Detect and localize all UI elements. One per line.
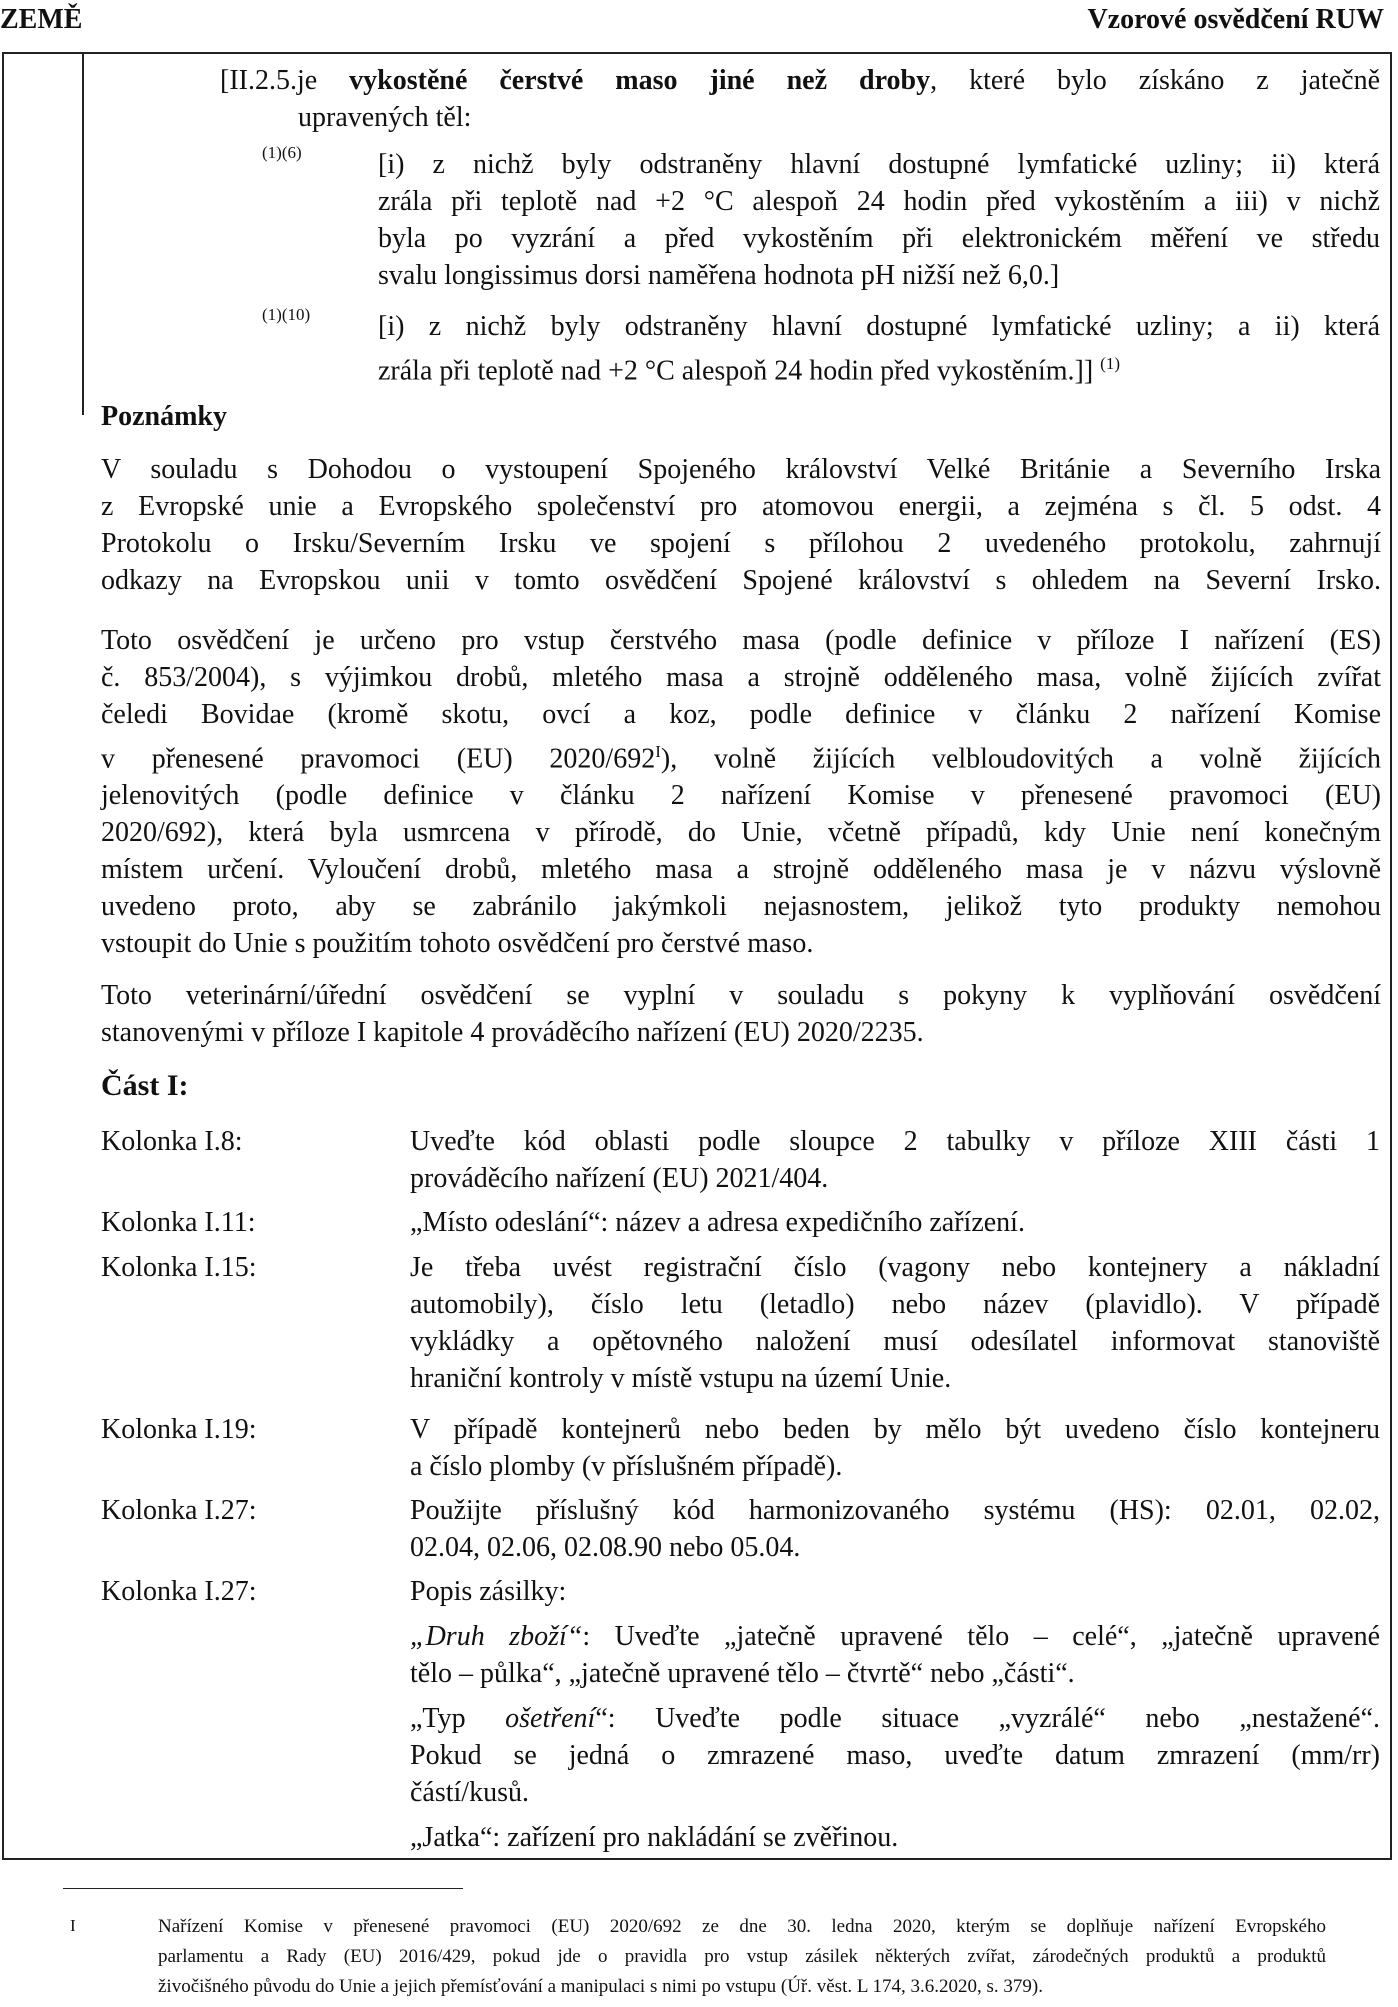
box-text: Použijte příslušný kód harmonizovaného systému (HS): 02.01, 02.02, 02.04, 02.06, 02.08.90 nebo 05.04. (410, 1495, 1380, 1563)
notes-paragraph-3: Toto veterinární/úřední osvědčení se vyplní v souladu s pokyny k vyplňování osvědčení stanovenými v příloze I kapitole 4 prováděcího nařízení (EU) 2020/2235. (101, 980, 1381, 1048)
box-text: V případě kontejnerů nebo beden by mělo být uvedeno číslo kontejneru a číslo plomby (v příslušném případě). (410, 1414, 1380, 1482)
part-1-heading: Část I: (101, 1069, 189, 1102)
box-label: Kolonka I.11: (101, 1207, 256, 1238)
footnote-reference[interactable]: I (655, 742, 661, 761)
box-text: Popis zásilky: (410, 1576, 567, 1607)
notes-paragraph-1: V souladu s Dohodou o vystoupení Spojeného království Velké Británie a Severního Irska z Evropské unie a Evropského společenství pro atomovou energii, a zejména s čl. 5 odst. 4 Protokolu o Irsku/Severním Irsku ve spojení s přílohou 2 uvedeného protokolu, zahrnují odkazy na Evropskou unii v tomto osvědčení Spojené království s ohledem na Severní Irsko. (101, 454, 1381, 596)
ii25-lead-line: [II.2.5.je vykostěné čerstvé maso jiné než droby, které bylo získáno z jatečně (220, 65, 1380, 96)
box-label: Kolonka I.27: (101, 1495, 257, 1526)
box-label: Kolonka I.19: (101, 1414, 257, 1445)
footnote-mark: I (70, 1916, 76, 1935)
option-2-text: [i) z nichž byly odstraněny hlavní dostupné lymfatické uzliny; a ii) která zrála při teplotě nad +2 °C alespoň 24 hodin před vykostěním.]] $^{(1)}$ (378, 311, 1380, 387)
ii25-lead-line-2: upravených těl: (298, 102, 472, 133)
box-text: Uveďte kód oblasti podle sloupce 2 tabulky v příloze XIII části 1 prováděcího nařízení (EU) 2021/404. (410, 1126, 1380, 1194)
jatka-text: „Jatka“: zařízení pro nakládání se zvěřinou. (410, 1822, 899, 1853)
footnote-text: Nařízení Komise v přenesené pravomoci (EU) 2020/692 ze dne 30. ledna 2020, kterým se doplňuje nařízení Evropského parlamentu a Rady (EU) 2016/429, pokud jde o pravidla pro vstup zásilek některých zvířat, zárodečných produktů a produktů živočišného původu do Unie a jejich přemísťování a manipulaci s nimi po vstupu (Úř. věst. L 174, 3.6.2020, s. 379). (158, 1916, 1326, 1997)
option-marker: (1)(10) (262, 305, 311, 324)
box-text: Je třeba uvést registrační číslo (vagony nebo kontejnery a nákladní automobily), číslo letu (letadlo) nebo název (plavidlo). V případě vykládky a opětovného naložení musí odesílatel informovat stanoviště hraniční kontroly v místě vstupu na území Unie. (410, 1252, 1380, 1394)
box-label: Kolonka I.8: (101, 1126, 243, 1157)
box-label: Kolonka I.15: (101, 1252, 257, 1283)
column-divider (82, 52, 84, 415)
notes-heading: Poznámky (101, 401, 227, 432)
footnote-separator (63, 1888, 463, 1889)
header-certificate-title: Vzorové osvědčení RUW (1087, 4, 1384, 35)
druh-zbozi-text: „Druh zboží“: Uveďte „jatečně upravené tělo – celé“, „jatečně upravené tělo – půlka“, „jatečně upravené tělo – čtvrtě“ nebo „části“. (410, 1621, 1380, 1689)
option-1-text: [i) z nichž byly odstraněny hlavní dostupné lymfatické uzliny; ii) která zrála při teplotě nad +2 °C alespoň 24 hodin před vykostěním a iii) v nichž byla po vyzrání a před vykostěním při elektronickém měření ve středu svalu longissimus dorsi naměřena hodnota pH nižší než 6,0.] (378, 149, 1380, 291)
box-label: Kolonka I.27: (101, 1576, 257, 1607)
notes-paragraph-2: Toto osvědčení je určeno pro vstup čerstvého masa (podle definice v příloze I nařízení (ES) č. 853/2004), s výjimkou drobů, mletého masa a strojně odděleného masa, volně žijících zvířat čeledi Bovidae (kromě skotu, ovcí a koz, podle definice v článku 2 nařízení Komise v přenesené pravomoci (EU) $2020/692^I$), volně žijících velbloudovitých a volně žijících jelenovitých (podle definice v článku 2 nařízení Komise v přenesené pravomoci (EU) 2020/692), která byla usmrcena v přírodě, do Unie, včetně případů, kdy Unie není konečným místem určení. Vyloučení drobů, mletého masa a strojně odděleného masa je v názvu výslovně uvedeno proto, aby se zabránilo jakýmkoli nejasnostem, jelikož tyto produkty nemohou vstoupit do Unie s použitím tohoto osvědčení pro čerstvé maso. (101, 625, 1381, 960)
typ-osetreni-text: „Typ ošetření“: Uveďte podle situace „vyzrálé“ nebo „nestažené“. Pokud se jedná o zmrazené maso, uveďte datum zmrazení (mm/rr) částí/kusů. (410, 1703, 1381, 1808)
header-country: ZEMĚ (0, 4, 83, 35)
option-marker: (1)(6) (262, 143, 302, 162)
box-text: „Místo odeslání“: název a adresa expedičního zařízení. (410, 1207, 1025, 1238)
